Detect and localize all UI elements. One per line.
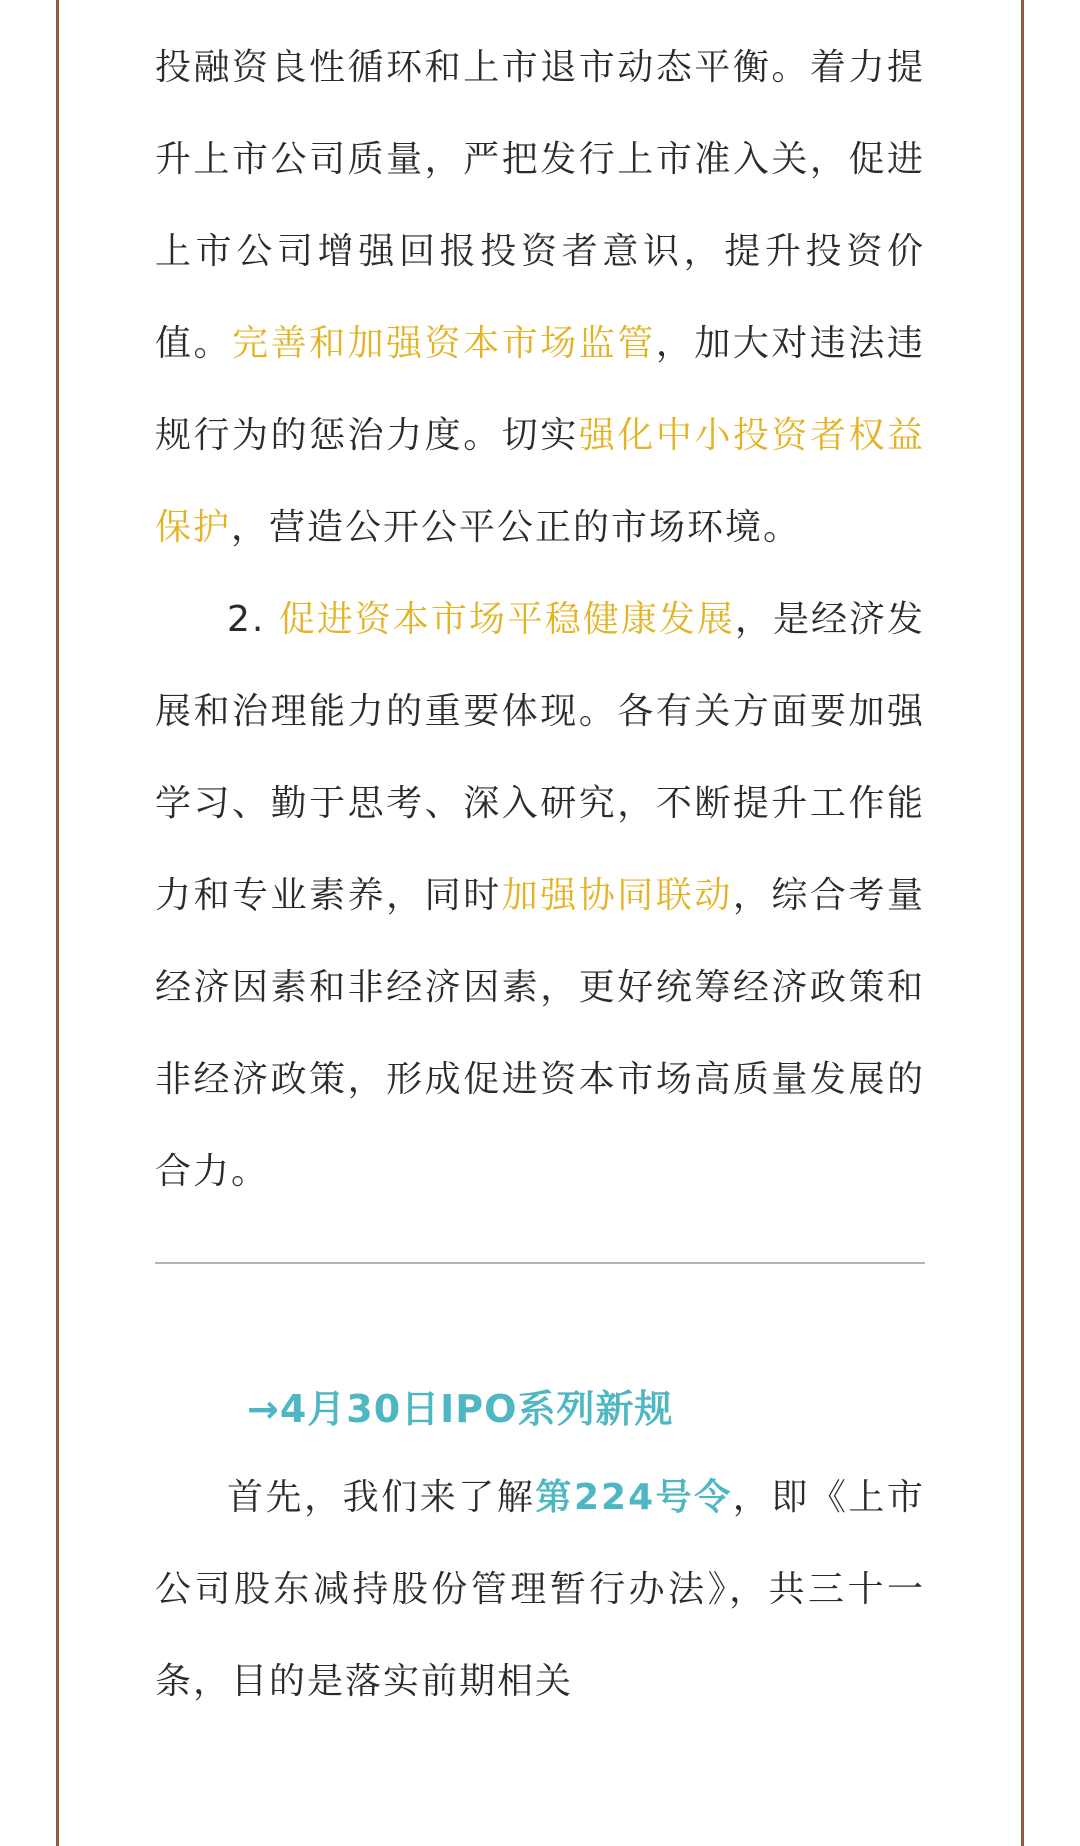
paragraph-3-text-1: 首先，我们来了解 [227,1477,536,1518]
highlight-order-224: 第224号令 [535,1477,733,1518]
paragraph-2-number: 2. [227,599,279,640]
section-title: →4月30日IPO系列新规 [247,1387,674,1431]
paragraph-1-text-2: ，加大对违法违规行为的惩治力度。切实 [155,323,925,456]
paragraph-3 [155,1452,925,1728]
article-content [155,22,925,1728]
paragraph-3-text-2: ，即《上市公司股东减持股份管理暂行办法》，共三十一条，目的是落实前期相关 [155,1477,925,1702]
paragraph-2 [155,574,925,1218]
frame-right-border [1021,0,1024,1846]
highlight-strengthen-supervision: 完善和加强资本市场监管 [232,323,656,364]
frame-left-border [56,0,59,1846]
paragraph-1 [155,22,925,574]
paragraph-2-text-2: ，综合考量经济因素和非经济因素，更好统筹经济政策和非经济政策，形成促进资本市场高质量发展的合力。 [155,875,925,1192]
section-divider [155,1262,925,1264]
highlight-stable-development: 促进资本市场平稳健康发展 [278,599,735,640]
highlight-coordination: 加强协同联动 [501,875,733,916]
paragraph-1-text-1: 投融资良性循环和上市退市动态平衡。着力提升上市公司质量，严把发行上市准入关，促进上市公司增强回报投资者意识，提升投资价值。 [155,47,925,364]
paragraph-1-text-3: ，营造公开公平公正的市场环境。 [231,507,802,548]
paragraph-2-text-1: ，是经济发展和治理能力的重要体现。各有关方面要加强学习、勤于思考、深入研究，不断提升工作能力和专业素养，同时 [155,599,925,916]
highlight-investor-protection: 强化中小投资者权益保护 [155,415,925,548]
